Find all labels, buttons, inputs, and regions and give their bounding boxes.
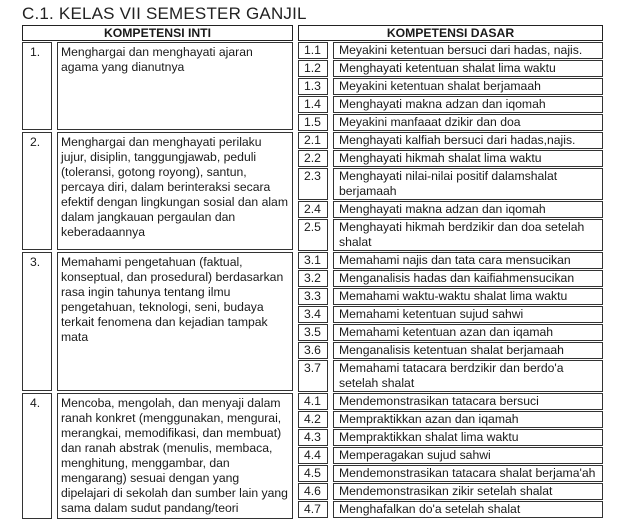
kd-text: Meyakini manfaaat dzikir dan doa bbox=[333, 114, 603, 131]
kd-text: Menganalisis ketentuan shalat berjamaah bbox=[333, 342, 603, 359]
kd-text: Menghayati kalfiah bersuci dari hadas,najis. bbox=[333, 132, 603, 149]
kd-text: Menghayati hikmah shalat lima waktu bbox=[333, 150, 603, 167]
kd-text: Meyakini ketentuan bersuci dari hadas, najis. bbox=[333, 42, 603, 59]
kd-list bbox=[298, 393, 603, 521]
kd-item bbox=[298, 201, 603, 218]
kd-number: 1.3 bbox=[298, 78, 328, 95]
kd-number: 3.3 bbox=[298, 288, 328, 305]
kd-item bbox=[298, 465, 603, 482]
kd-number: 3.4 bbox=[298, 306, 328, 323]
kd-number: 2.1 bbox=[298, 132, 328, 149]
kd-number: 2.4 bbox=[298, 201, 328, 218]
ki-text: Menghargai dan menghayati perilaku jujur, disiplin, tanggungjawab, peduli (toleransi, gotong royong), santun, percaya diri, dalam berinteraksi secara efektif dengan lingkungan sosial dan alam dalam jangkauan pergaulan dan keberadaannya bbox=[57, 132, 293, 250]
kd-number: 2.5 bbox=[298, 219, 328, 251]
kd-item bbox=[298, 483, 603, 500]
kd-text: Mendemonstrasikan zikir setelah shalat bbox=[333, 483, 603, 500]
ki-number: 2. bbox=[22, 132, 52, 250]
kd-list bbox=[298, 252, 603, 393]
kd-text: Mendemonstrasikan tatacara bersuci bbox=[333, 393, 603, 410]
kd-text: Memahami ketentuan azan dan iqamah bbox=[333, 324, 603, 341]
kd-number: 4.4 bbox=[298, 447, 328, 464]
kd-number: 1.5 bbox=[298, 114, 328, 131]
kd-number: 2.2 bbox=[298, 150, 328, 167]
kd-text: Memahami tatacara berdzikir dan berdo'a setelah shalat bbox=[333, 360, 603, 392]
kd-item bbox=[298, 78, 603, 95]
kd-item bbox=[298, 114, 603, 131]
kd-text: Menghayati nilai-nilai positif dalamshalat berjamaah bbox=[333, 168, 603, 200]
kd-item bbox=[298, 501, 603, 518]
kd-number: 3.7 bbox=[298, 360, 328, 392]
kd-number: 4.1 bbox=[298, 393, 328, 410]
kd-text: Mempraktikkan shalat lima waktu bbox=[333, 429, 603, 446]
kd-item bbox=[298, 150, 603, 167]
kd-item bbox=[298, 168, 603, 200]
page-title: C.1. KELAS VII SEMESTER GANJIL bbox=[22, 4, 307, 23]
kd-item bbox=[298, 306, 603, 323]
kd-text: Meyakini ketentuan shalat berjamaah bbox=[333, 78, 603, 95]
kd-text: Menganalisis hadas dan kaifiahmensucikan bbox=[333, 270, 603, 287]
kd-item bbox=[298, 96, 603, 113]
kd-number: 4.5 bbox=[298, 465, 328, 482]
kd-number: 1.1 bbox=[298, 42, 328, 59]
kd-list bbox=[298, 132, 603, 252]
kd-text: Memperagakan sujud sahwi bbox=[333, 447, 603, 464]
kd-header: KOMPETENSI DASAR bbox=[298, 25, 603, 41]
kd-item bbox=[298, 411, 603, 428]
competency-table bbox=[22, 25, 623, 521]
kd-item bbox=[298, 393, 603, 410]
kd-number: 3.5 bbox=[298, 324, 328, 341]
kd-number: 4.2 bbox=[298, 411, 328, 428]
ki-number: 1. bbox=[22, 42, 52, 130]
kd-text: Menghayati ketentuan shalat lima waktu bbox=[333, 60, 603, 77]
kd-item bbox=[298, 219, 603, 251]
ki-number: 3. bbox=[22, 252, 52, 391]
ki-number: 4. bbox=[22, 393, 52, 519]
kd-item bbox=[298, 360, 603, 392]
kd-item bbox=[298, 324, 603, 341]
kd-number: 1.2 bbox=[298, 60, 328, 77]
kd-text: Menghayati hikmah berdzikir dan doa setelah shalat bbox=[333, 219, 603, 251]
kd-number: 4.3 bbox=[298, 429, 328, 446]
kd-text: Mempraktikkan azan dan iqamah bbox=[333, 411, 603, 428]
kd-list bbox=[298, 42, 603, 132]
kd-text: Menghafalkan do'a setelah shalat bbox=[333, 501, 603, 518]
kd-number: 3.2 bbox=[298, 270, 328, 287]
kd-item bbox=[298, 252, 603, 269]
ki-text: Memahami pengetahuan (faktual, konseptual, dan prosedural) berdasarkan rasa ingin tahunya tentang ilmu pengetahuan, teknologi, seni, budaya terkait fenomena dan kejadian tampak mata bbox=[57, 252, 293, 391]
kd-text: Menghayati makna adzan dan iqomah bbox=[333, 201, 603, 218]
kd-item bbox=[298, 342, 603, 359]
kd-number: 4.7 bbox=[298, 501, 328, 518]
ki-header: KOMPETENSI INTI bbox=[22, 25, 293, 41]
kd-number: 2.3 bbox=[298, 168, 328, 200]
kd-text: Memahami najis dan tata cara mensucikan bbox=[333, 252, 603, 269]
ki-text: Menghargai dan menghayati ajaran agama yang dianutnya bbox=[57, 42, 293, 130]
kd-text: Menghayati makna adzan dan iqomah bbox=[333, 96, 603, 113]
kd-item bbox=[298, 288, 603, 305]
kd-number: 4.6 bbox=[298, 483, 328, 500]
kd-item bbox=[298, 270, 603, 287]
kd-item bbox=[298, 42, 603, 59]
kd-number: 3.6 bbox=[298, 342, 328, 359]
kd-number: 3.1 bbox=[298, 252, 328, 269]
kd-text: Mendemonstrasikan tatacara shalat berjama'ah bbox=[333, 465, 603, 482]
kd-text: Memahami ketentuan sujud sahwi bbox=[333, 306, 603, 323]
kd-item bbox=[298, 429, 603, 446]
ki-text: Mencoba, mengolah, dan menyaji dalam ranah konkret (menggunakan, mengurai, merangkai, memodifikasi, dan membuat) dan ranah abstrak (menulis, membaca, menghitung, menggambar, dan mengarang) sesuai dengan yang dipelajari di sekolah dan sumber lain yang sama dalam sudut pandang/teori bbox=[57, 393, 293, 519]
kd-item bbox=[298, 60, 603, 77]
kd-text: Memahami waktu-waktu shalat lima waktu bbox=[333, 288, 603, 305]
kd-number: 1.4 bbox=[298, 96, 328, 113]
kd-item bbox=[298, 447, 603, 464]
kd-item bbox=[298, 132, 603, 149]
